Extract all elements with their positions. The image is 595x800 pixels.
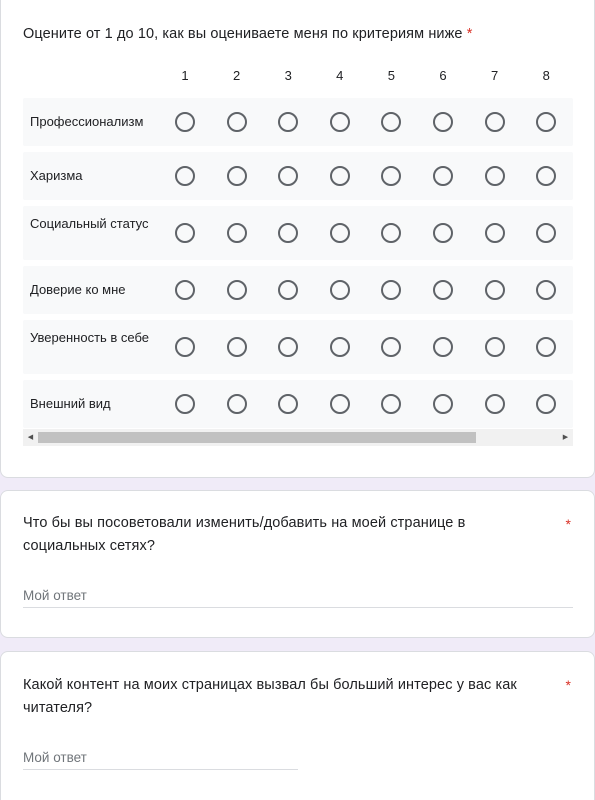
radio-button[interactable] (227, 337, 247, 357)
radio-button[interactable] (536, 112, 556, 132)
radio-button[interactable] (330, 280, 350, 300)
radio-button[interactable] (485, 337, 505, 357)
radio-button[interactable] (485, 394, 505, 414)
radio-button[interactable] (278, 337, 298, 357)
radio-button[interactable] (330, 223, 350, 243)
scrollbar-thumb[interactable] (38, 432, 476, 443)
required-asterisk: * (466, 26, 473, 42)
grid-row-label: Внешний вид (30, 396, 111, 411)
radio-button[interactable] (227, 166, 247, 186)
radio-button[interactable] (330, 394, 350, 414)
radio-button[interactable] (227, 394, 247, 414)
question-title-content: Какой контент на моих страницах вызвал бы больший интерес у вас как читателя? (23, 677, 517, 716)
radio-button[interactable] (175, 394, 195, 414)
radio-button[interactable] (433, 280, 453, 300)
radio-button[interactable] (536, 223, 556, 243)
grid-row (23, 266, 573, 314)
radio-button[interactable] (381, 280, 401, 300)
grid-question-title (23, 23, 473, 46)
radio-button[interactable] (485, 223, 505, 243)
radio-button[interactable] (485, 166, 505, 186)
radio-button[interactable] (227, 112, 247, 132)
radio-button[interactable] (381, 223, 401, 243)
answer-input-content[interactable] (23, 738, 298, 769)
question-card-advice (0, 490, 595, 638)
column-header: 6 (439, 68, 447, 83)
grid-row (23, 152, 573, 200)
radio-button[interactable] (227, 223, 247, 243)
column-header: 4 (336, 68, 344, 83)
column-header: 7 (490, 68, 499, 83)
radio-button[interactable] (433, 394, 453, 414)
column-header: 5 (387, 68, 395, 83)
radio-button[interactable] (175, 112, 195, 132)
rating-grid (23, 55, 573, 433)
grid-row-label: Доверие ко мне (30, 282, 126, 297)
horizontal-scrollbar[interactable] (23, 429, 573, 446)
answer-input-advice[interactable] (23, 576, 573, 607)
radio-button[interactable] (227, 280, 247, 300)
radio-button[interactable] (433, 112, 453, 132)
radio-button[interactable] (278, 166, 298, 186)
radio-button[interactable] (330, 166, 350, 186)
radio-button[interactable] (536, 280, 556, 300)
column-header: 1 (181, 68, 189, 83)
required-asterisk: * (565, 677, 571, 693)
grid-row-label: Профессионализм (30, 114, 144, 129)
radio-button[interactable] (485, 280, 505, 300)
question-title-advice: Что бы вы посоветовали изменить/добавить на моей странице в социальных сетях? (23, 515, 466, 554)
radio-button[interactable] (278, 280, 298, 300)
radio-button[interactable] (175, 280, 195, 300)
radio-button[interactable] (278, 112, 298, 132)
grid-row (23, 206, 573, 260)
radio-button[interactable] (536, 394, 556, 414)
question-card-content (0, 651, 595, 800)
grid-row (23, 380, 573, 428)
radio-button[interactable] (536, 166, 556, 186)
scroll-left-icon[interactable]: ◀ (27, 434, 34, 441)
grid-row-label: Харизма (30, 168, 83, 183)
radio-button[interactable] (381, 112, 401, 132)
grid-row-label: Социальный статус (30, 216, 149, 231)
radio-button[interactable] (485, 112, 505, 132)
grid-row-label: Уверенность в себе (30, 330, 150, 345)
answer-field-content (23, 738, 298, 770)
column-header: 3 (284, 68, 292, 83)
grid-row (23, 98, 573, 146)
radio-button[interactable] (433, 166, 453, 186)
radio-button[interactable] (330, 112, 350, 132)
required-asterisk: * (565, 516, 571, 532)
radio-button[interactable] (175, 337, 195, 357)
radio-button[interactable] (175, 223, 195, 243)
radio-button[interactable] (433, 223, 453, 243)
answer-field-advice (23, 576, 573, 608)
radio-button[interactable] (381, 337, 401, 357)
grid-row (23, 320, 573, 374)
radio-button[interactable] (278, 394, 298, 414)
radio-button[interactable] (278, 223, 298, 243)
radio-button[interactable] (175, 166, 195, 186)
grid-question-title-text: Оцените от 1 до 10, как вы оцениваете меня по критериям ниже (23, 26, 463, 42)
radio-button[interactable] (381, 166, 401, 186)
radio-button[interactable] (536, 337, 556, 357)
radio-button[interactable] (330, 337, 350, 357)
column-header: 2 (232, 68, 241, 83)
radio-button[interactable] (381, 394, 401, 414)
scroll-right-icon[interactable]: ▶ (562, 434, 569, 441)
radio-button[interactable] (433, 337, 453, 357)
column-header: 8 (542, 68, 550, 83)
